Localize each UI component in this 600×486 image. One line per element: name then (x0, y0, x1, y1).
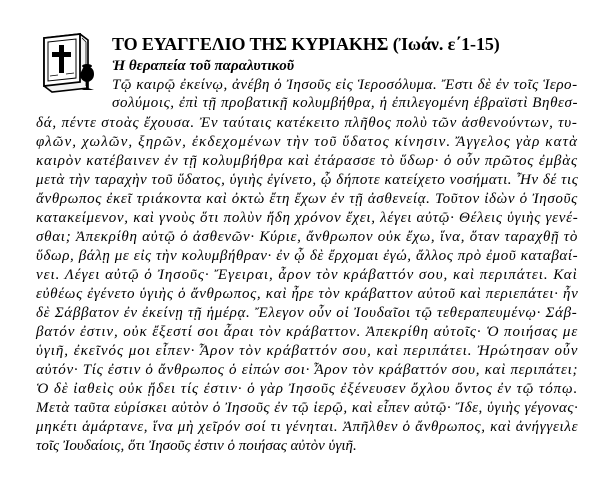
text-line: Μετὰ ταῦτα εὑρίσκει αὐτὸν ὁ Ἰησοῦς ἐν τῷ ἱερῷ, καὶ εἶπεν αὐτῷ· Ἴδε, ὑγιὴς γέγονας· (36, 400, 579, 416)
text-line: Ὁ δὲ ἰαθεὶς οὐκ ᾔδει τίς ἐστιν· ὁ γὰρ Ἰησοῦς ἐξένευσεν ὄχλου ὄντος ἐν τῷ τόπῳ. (36, 381, 579, 397)
text-line: φλῶν, χωλῶν, ξηρῶν, ἐκδεχομένων τὴν τοῦ ὕδατος κίνησιν. Ἄγγελος γὰρ κατὰ (36, 134, 579, 150)
page-subtitle: Ἡ θεραπεία τοῦ παραλυτικοῦ (112, 58, 295, 74)
text-line: κατακείμενον, καὶ γνοὺς ὅτι πολὺν ἤδη χρόνον ἔχει, λέγει αὐτῷ· Θέλεις ὑγιὴς γενέ- (36, 210, 579, 226)
text-line: εὐθέως ἐγένετο ὑγιὴς ὁ ἄνθρωπος, καὶ ἦρε τὸν κράβαττον αὐτοῦ καὶ περιεπάτει· ἦν (36, 286, 579, 302)
text-line: ἄνθρωπος ἐκεῖ τριάκοντα καὶ ὀκτὼ ἔτη ἔχων ἐν τῇ ἀσθενείᾳ. Τοῦτον ἰδὼν ὁ Ἰησοῦς (36, 191, 578, 207)
text-line: βατόν ἐστιν, οὐκ ἔξεστί σοι ἆραι τὸν κράβαττον. Ἀπεκρίθη αὐτοῖς· Ὁ ποιήσας με (36, 324, 579, 340)
text-line: σολύμοις, ἐπὶ τῇ προβατικῇ κολυμβήθρα, ἡ ἐπιλεγομένη ἑβραϊστὶ Βηθεσ- (112, 95, 579, 111)
gospel-book-icon (38, 32, 100, 94)
text-line: μετὰ τὴν ταραχὴν τοῦ ὕδατος, ὑγιὴς ἐγίνετο, ᾧ δήποτε κατείχετο νοσήματι. Ἦν δέ τις (36, 172, 579, 188)
text-line: σθαι; Ἀπεκρίθη αὐτῷ ὁ ἀσθενῶν· Κύριε, ἄνθρωπον οὐκ ἔχω, ἵνα, ὅταν ταραχθῇ τὸ (36, 229, 579, 245)
text-line: ὕδωρ, βάλῃ με εἰς τὴν κολυμβήθραν· ἐν ᾧ δὲ ἔρχομαι ἐγώ, ἄλλος πρὸ ἐμοῦ καταβαί- (36, 248, 579, 264)
text-line: τοῖς Ἰουδαίοις, ὅτι Ἰησοῦς ἐστιν ὁ ποιήσας αὐτὸν ὑγιῆ. (36, 438, 357, 454)
text-line: μηκέτι ἁμάρτανε, ἵνα μὴ χεῖρόν σοί τι γένηται. Ἀπῆλθεν ὁ ἄνθρωπος, καὶ ἀνήγγειλε (36, 419, 579, 435)
text-line: δά, πέντε στοὰς ἔχουσα. Ἐν ταύταις κατέκειτο πλῆθος πολὺ τῶν ἀσθενούντων, τυ- (36, 115, 578, 131)
text-line: νει. Λέγει αὐτῷ ὁ Ἰησοῦς· Ἔγειραι, ἆρον τὸν κράβαττόν σου, καὶ περιπάτει. Καὶ (36, 267, 578, 283)
page-title: ΤΟ ΕΥΑΓΓΕΛΙΟ ΤΗΣ ΚΥΡΙΑΚΗΣ (Ἰωάν. ε΄1-15) (112, 34, 500, 54)
text-line: Τῷ καιρῷ ἐκείνῳ, ἀνέβη ὁ Ἰησοῦς εἰς Ἱεροσόλυμα. Ἔστι δὲ ἐν τοῖς Ἱερο- (112, 77, 578, 93)
text-line: καιρὸν κατέβαινεν ἐν τῇ κολυμβήθρα καὶ ἐτάρασσε τὸ ὕδωρ· ὁ οὖν πρῶτος ἐμβὰς (36, 153, 578, 169)
text-line: δὲ Σάββατον ἐν ἐκείνῃ τῇ ἡμέρᾳ. Ἔλεγον οὖν οἱ Ἰουδαῖοι τῷ τεθεραπευμένῳ· Σάβ- (36, 305, 578, 321)
text-line: αὐτόν· Τίς ἐστιν ὁ ἄνθρωπος ὁ εἰπών σοι· Ἆρον τὸν κράβαττόν σου, καὶ περιπάτει; (36, 362, 579, 378)
text-line: ὑγιῆ, ἐκεῖνός μοι εἶπεν· Ἆρον τὸν κράβαττόν σου, καὶ περιπάτει. Ἠρώτησαν οὖν (36, 343, 579, 359)
